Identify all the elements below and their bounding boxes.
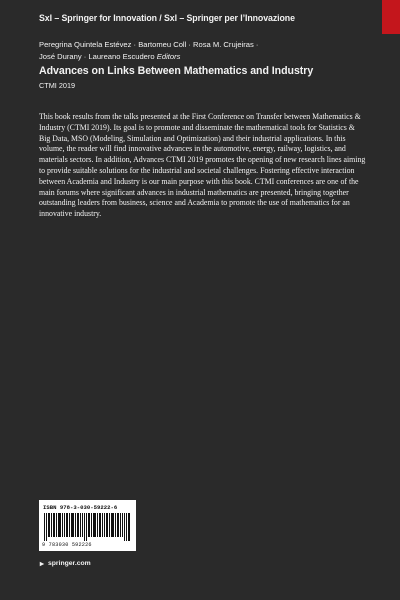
series-line: SxI – Springer for Innovation / SxI – Springer per l’Innovazione bbox=[39, 13, 295, 23]
isbn-label: ISBN 978-3-030-59222-6 bbox=[43, 504, 118, 511]
description-text: This book results from the talks presented at the First Conference on Transfer between Mathematics & Industry (CTMI 2019). Its goal is to promote and disseminate the mathematical tools for Statistics & Big Data, MSO (Modeling, Simulation and Optimization) and their industrial applications. In this volume, the reader will find innovative advances in the automotive, energy, railway, logistics, and materials sectors. In addition, Advances CTMI 2019 promotes the opening of new research lines aiming to provide suitable solutions for the industrial and societal challenges. Fostering effective interaction between Academia and Industry is our main purpose with this book. CTMI conferences are one of the main forums where significant advances in industrial mathematics are presented, bringing together outstanding leaders from business, science and Academia to promote the use of mathematics for an innovative industry. bbox=[39, 112, 366, 219]
barcode bbox=[43, 513, 132, 541]
springer-link-row[interactable] bbox=[39, 560, 91, 567]
editors-role: Editors bbox=[156, 52, 181, 62]
description-block bbox=[39, 112, 366, 220]
book-title: Advances on Links Between Mathematics and Industry bbox=[39, 65, 314, 77]
arrow-right-icon bbox=[39, 561, 45, 567]
springer-link-text[interactable]: springer.com bbox=[48, 560, 91, 567]
accent-bar bbox=[382, 0, 400, 34]
isbn-barcode-box bbox=[39, 500, 136, 551]
editors-line-1: Peregrina Quintela Estévez · Bartomeu Coll · Rosa M. Crujeiras · bbox=[39, 40, 259, 49]
editors-line-2: José Durany · Laureano Escudero bbox=[39, 52, 155, 62]
book-subtitle: CTMI 2019 bbox=[39, 81, 76, 90]
editors-line-2-wrap bbox=[39, 51, 369, 63]
barcode-digits: 9 783030 592226 bbox=[42, 542, 92, 548]
editors-block bbox=[39, 39, 369, 64]
